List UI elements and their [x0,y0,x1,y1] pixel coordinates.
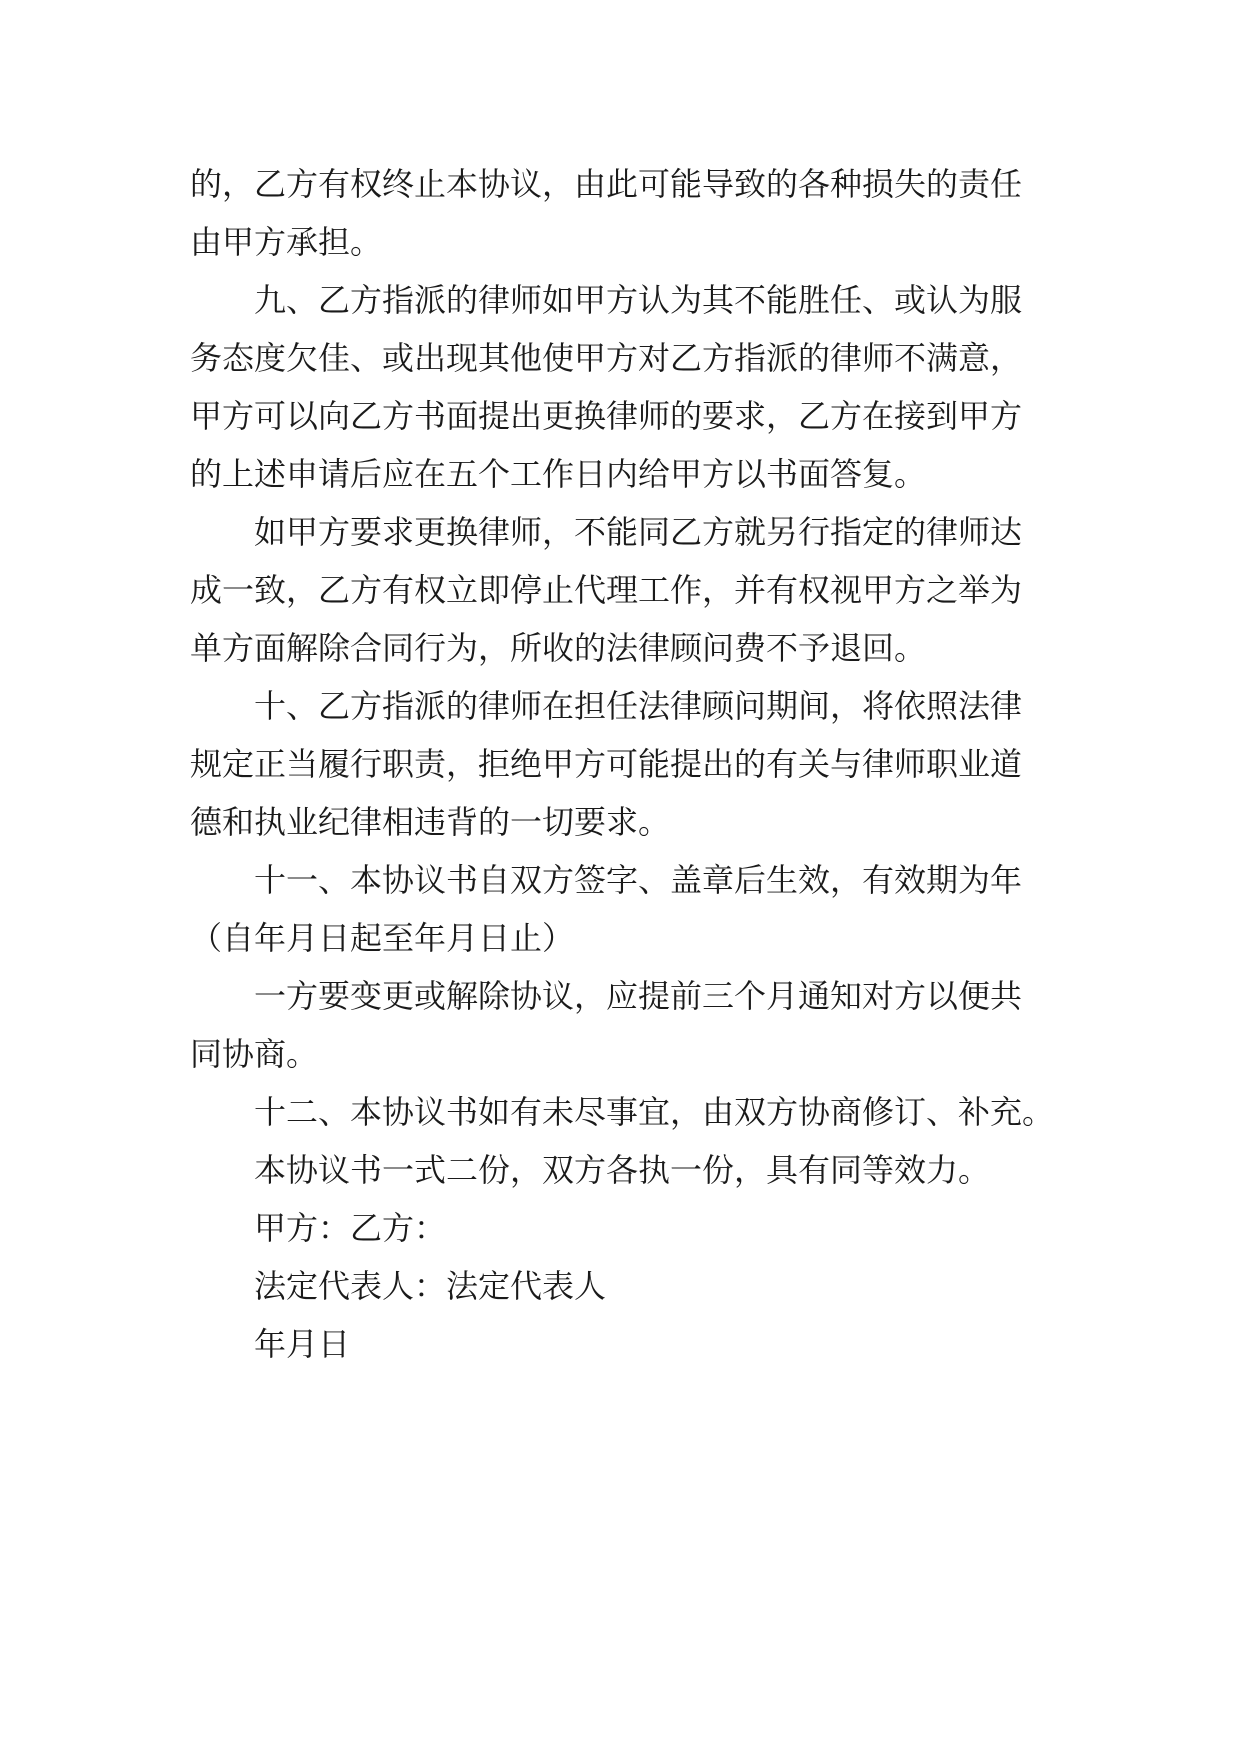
text-line: 由甲方承担。 [190,223,383,261]
text-line: 成一致，乙方有权立即停止代理工作，并有权视甲方之举为 [190,571,1023,609]
text-line: 甲方：乙方： [254,1209,447,1247]
text-line: 德和执业纪律相违背的一切要求。 [190,803,671,841]
text-line: （自年月日起至年月日止） [190,919,575,957]
text-line: 九、乙方指派的律师如甲方认为其不能胜任、或认为服 [254,281,1023,319]
text-line: 法定代表人：法定代表人 [254,1267,607,1305]
text-line: 单方面解除合同行为，所收的法律顾问费不予退回。 [190,629,927,667]
text-line: 十二、本协议书如有未尽事宜，由双方协商修订、补充。 [254,1093,1055,1131]
text-line: 十、乙方指派的律师在担任法律顾问期间，将依照法律 [254,687,1023,725]
text-line: 务态度欠佳、或出现其他使甲方对乙方指派的律师不满意， [190,339,1023,377]
text-line: 同协商。 [190,1035,319,1073]
text-line: 甲方可以向乙方书面提出更换律师的要求，乙方在接到甲方 [190,397,1023,435]
text-line: 本协议书一式二份，双方各执一份，具有同等效力。 [254,1151,991,1189]
text-line: 年月日 [254,1325,351,1363]
text-line: 如甲方要求更换律师，不能同乙方就另行指定的律师达 [254,513,1023,551]
text-line: 的上述申请后应在五个工作日内给甲方以书面答复。 [190,455,927,493]
text-line: 十一、本协议书自双方签字、盖章后生效，有效期为年 [254,861,1023,899]
text-line: 规定正当履行职责，拒绝甲方可能提出的有关与律师职业道 [190,745,1023,783]
text-line: 的，乙方有权终止本协议，由此可能导致的各种损失的责任 [190,165,1023,203]
text-line: 一方要变更或解除协议，应提前三个月通知对方以便共 [254,977,1023,1015]
